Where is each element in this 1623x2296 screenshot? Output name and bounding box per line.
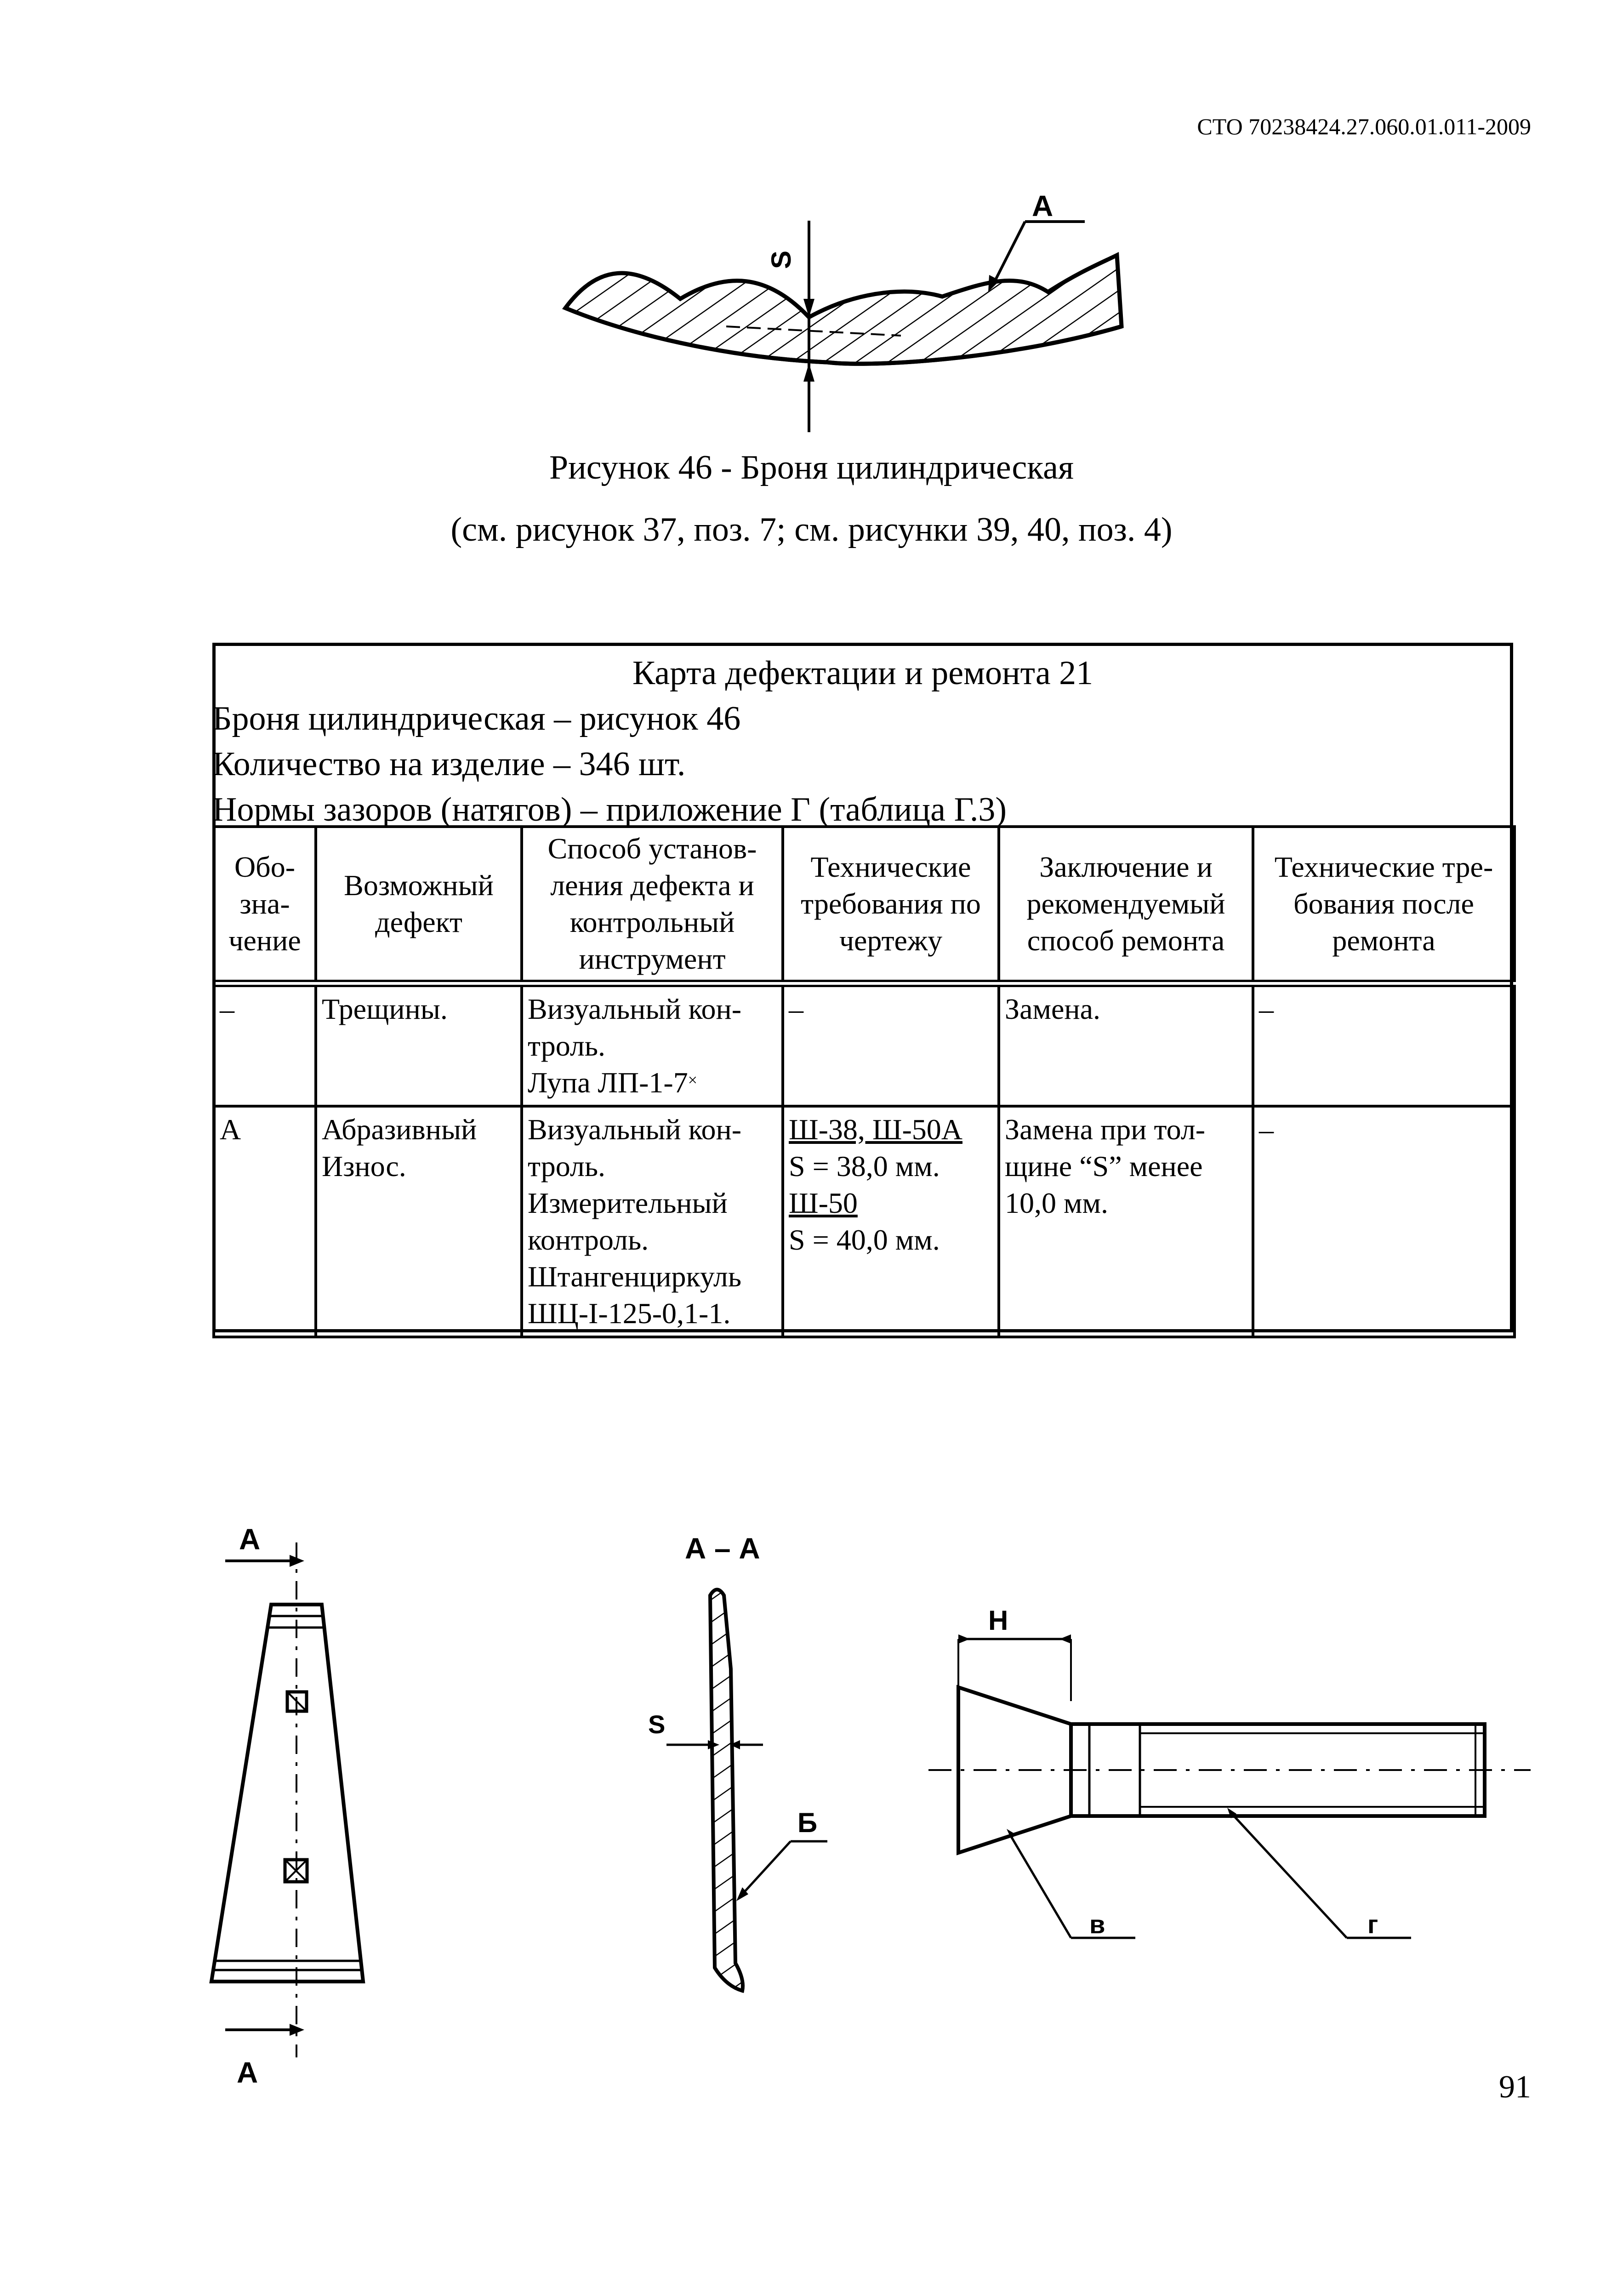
- card-norms: Нормы зазоров (натягов) – приложение Г (таблица Г.3): [212, 791, 1007, 828]
- header-defect: Возможный дефект: [316, 827, 522, 983]
- card-quantity: Количество на изделие – 346 шт.: [212, 745, 686, 783]
- header-designation: Обо-зна-чение: [214, 827, 316, 983]
- figure-46-drawing: [552, 189, 1172, 432]
- cell-defect: Абразивный Износ.: [316, 1106, 522, 1337]
- cell-method: [522, 1106, 783, 1337]
- cell-after-repair: –: [1253, 1106, 1515, 1337]
- figure-46-label-a: А: [1032, 189, 1054, 223]
- method-caliper: Штангенциркуль ШЦ-I-125-0,1-1.: [528, 1260, 742, 1330]
- section-aa-title: А – А: [685, 1532, 760, 1565]
- method-measuring: Измерительный контроль.: [528, 1187, 728, 1256]
- card-title: Карта дефектации и ремонта 21: [632, 654, 1093, 692]
- header-method: Способ установ-ления дефекта и контрольный инструмент: [522, 827, 783, 983]
- bolt-drawing: [919, 1595, 1554, 1972]
- bolt-label-h: Н: [988, 1605, 1008, 1636]
- cell-requirements: –: [783, 983, 999, 1106]
- cell-requirements: [783, 1106, 999, 1337]
- table-row: [214, 983, 1515, 1106]
- method-loupe-sup: ×: [688, 1071, 698, 1089]
- header-requirements: Технические требования по чертежу: [783, 827, 999, 983]
- req-value-1: S = 38,0 мм.: [789, 1150, 940, 1182]
- cell-conclusion: Замена.: [999, 983, 1253, 1106]
- cell-conclusion: Замена при тол-щине “S” менее 10,0 мм.: [999, 1106, 1253, 1337]
- method-visual: Визуальный кон-троль.: [528, 993, 742, 1062]
- section-label-s: S: [648, 1710, 666, 1739]
- figure-46-label-s: S: [766, 250, 797, 269]
- figure-46-caption: Рисунок 46 - Броня цилиндрическая: [549, 449, 1074, 486]
- method-visual: Визуальный кон-троль.: [528, 1113, 742, 1182]
- cell-designation: А: [214, 1106, 316, 1337]
- plate-outline: [211, 1605, 363, 1982]
- cell-method: [522, 983, 783, 1106]
- defect-card-table: [212, 825, 1516, 1338]
- header-after-repair: Технические тре-бования после ремонта: [1253, 827, 1515, 983]
- cell-defect: Трещины.: [316, 983, 522, 1106]
- req-label-1: Ш-38, Ш-50А: [789, 1113, 962, 1146]
- section-aa-profile: [710, 1590, 743, 1991]
- bolt-label-g: г: [1367, 1910, 1378, 1939]
- cell-after-repair: –: [1253, 983, 1515, 1106]
- plate-label-top: А: [239, 1523, 261, 1556]
- figure-46-caption-refs: (см. рисунок 37, поз. 7; см. рисунки 39, 40, поз. 4): [450, 511, 1173, 548]
- section-aa-drawing: [616, 1531, 855, 2032]
- table-header-row: [214, 827, 1515, 983]
- req-label-2: Ш-50: [789, 1187, 858, 1219]
- cell-designation: –: [214, 983, 316, 1106]
- page-number: 91: [1499, 2069, 1531, 2105]
- card-title-block: [212, 651, 1513, 833]
- section-label-b: Б: [797, 1807, 818, 1838]
- header-conclusion: Заключение и рекомендуемый способ ремонта: [999, 827, 1253, 983]
- req-value-2: S = 40,0 мм.: [789, 1223, 940, 1256]
- plate-drawing: [184, 1517, 441, 2115]
- table-row: [214, 1106, 1515, 1337]
- card-part: Броня цилиндрическая – рисунок 46: [212, 700, 741, 737]
- method-loupe: Лупа ЛП-1-7: [528, 1066, 688, 1099]
- document-code: СТО 70238424.27.060.01.011-2009: [1197, 114, 1531, 139]
- plate-label-bottom: А: [237, 2056, 258, 2089]
- bolt-label-v: в: [1089, 1910, 1105, 1939]
